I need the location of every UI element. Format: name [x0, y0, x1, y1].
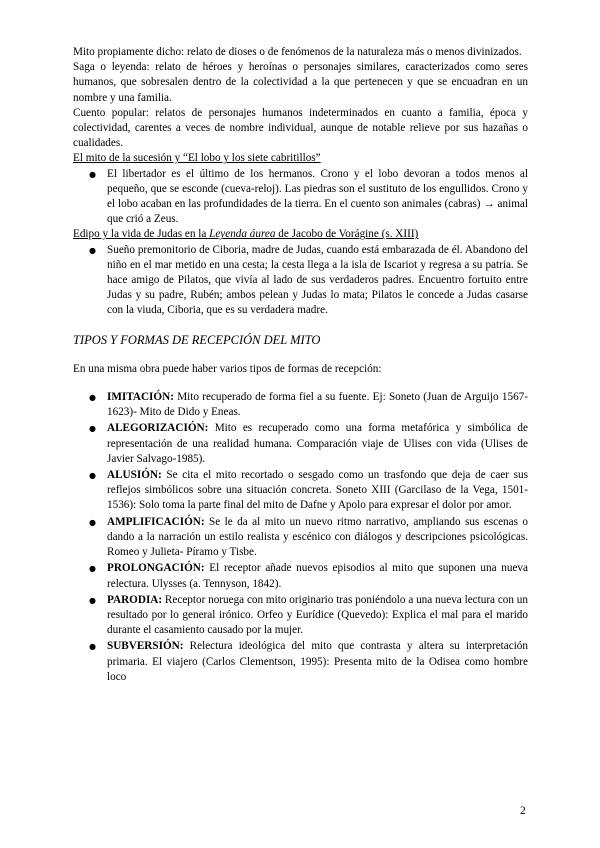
form-term: ALUSIÓN: [107, 469, 162, 482]
definition-mito: Mito propiamente dicho: relato de dioses o de fenómenos de la naturaleza más o menos divinizados. [73, 46, 522, 58]
form-term: IMITACIÓN: [107, 391, 174, 404]
heading-book-title: Leyenda áurea [209, 228, 276, 241]
list-item: ● Sueño premonitorio de Ciboria, madre de Judas, cuando está embarazada de él. Abandono del niño en el mar metido en una cesta; la cesta llega a la isla de Iscariot y regresa a su patria. Se hace amigo de Pilatos, que vivía al lado de sus verdaderos padres. Encuentro fortuito entre Judas y su padre, Rubén; ambos pelean y Judas lo mata; Pilatos le concede a Judas casarse con la viuda, Ciboria, que es su verdadera madre. [73, 243, 528, 319]
form-item-prolongacion [73, 561, 528, 591]
form-desc: El receptor añade nuevos episodios al mito que suponen una nueva relectura. Ulysses (a. Tennyson, 1842). [107, 562, 528, 590]
list-item: ● El libertador es el último de los hermanos. Crono y el lobo devoran a todos menos al pequeño, que se esconde (cueva-reloj). Las piedras son el sustituto de los engullidos. Crono y el lobo acaban en las profundidades de la tierra. En el cuento son animales (cabras) → animal que crió a Zeus. [73, 167, 528, 228]
form-desc: Relectura ideológica del mito que contrasta y altera su interpretación primaria. El viajero (Carlos Clementson, 1995): Presenta mito de la Odisea como hombre loco [107, 640, 528, 683]
form-item-subversion [73, 639, 528, 685]
form-term: PROLONGACIÓN: [107, 562, 205, 575]
definition-saga: Saga o leyenda: relato de héroes y heroínas o personajes similares, caracterizados como seres humanos, que sobresalen dentro de la colectividad a la que pertenecen y que se encuadran en un nombre y una familia. [73, 61, 528, 104]
intro-text: En una misma obra puede haber varios tipos de formas de recepción: [73, 362, 382, 375]
form-term: PARODIA: [107, 593, 163, 606]
form-item-amplificacion [73, 515, 528, 561]
example-sucesion-heading: El mito de la sucesión y “El lobo y los siete cabritillos” [73, 152, 321, 165]
definition-cuento: Cuento popular: relatos de personajes humanos indeterminados en cuanto a familia, época y colectividad, carentes a veces de nombre individual, aunque de notable relieve por sus hazañas o cualidades. [73, 106, 528, 150]
page-number: 2 [520, 805, 526, 817]
example-judas-list [73, 243, 528, 319]
heading-text-before: Edipo y la vida de Judas en la [73, 228, 210, 241]
page-content [73, 45, 528, 686]
form-item-alegorizacion [73, 421, 528, 467]
form-desc: Mito es recuperado como una forma metafórica y simbólica de representación de una realidad humana. Comparación viaje de Ulises con vida (Ulises de Javier Salvago-1985). [107, 422, 528, 465]
form-item-parodia [73, 593, 528, 639]
form-item-alusion [73, 468, 528, 514]
example-judas-heading [73, 227, 528, 242]
section-title: TIPOS Y FORMAS DE RECEPCIÓN DEL MITO [73, 332, 321, 347]
reception-forms-list [73, 390, 528, 685]
form-item-imitacion [73, 390, 528, 420]
example-sucesion-list [73, 167, 528, 228]
form-term: AMPLIFICACIÓN: [107, 515, 205, 528]
heading-text-after: de Jacobo de Vorágine (s. XIII) [275, 228, 419, 241]
form-term: SUBVERSIÓN: [107, 640, 184, 653]
form-desc: Se le da al mito un nuevo ritmo narrativo, ampliando sus escenas o dando a la narración un estilo realista y escénico con diálogos y descripciones psicológicas. Romeo y Julieta- Píramo y Tisbe. [107, 515, 528, 559]
form-desc: Mito recuperado de forma fiel a su fuente. Ej: Soneto (Juan de Arguijo 1567-1623)- Mito de Dido y Eneas. [107, 391, 528, 419]
form-desc: Receptor noruega con mito originario tras poniéndolo a una nueva lectura con un resultado por lo general irónico. Orfeo y Eurídice (Quevedo): Explica el mal para el marido durante el casamiento causado por la mujer. [107, 593, 528, 637]
form-desc: Se cita el mito recortado o sesgado como un trasfondo que deja de caer sus reflejos simbólicos sobre una situación concreta. Soneto XIII (Garcilaso de la Vega, 1501-1536): Solo toma la parte final del mito de Dafne y Apolo para expresar el dolor por amor. [107, 469, 528, 512]
form-term: ALEGORIZACIÓN: [107, 422, 209, 435]
